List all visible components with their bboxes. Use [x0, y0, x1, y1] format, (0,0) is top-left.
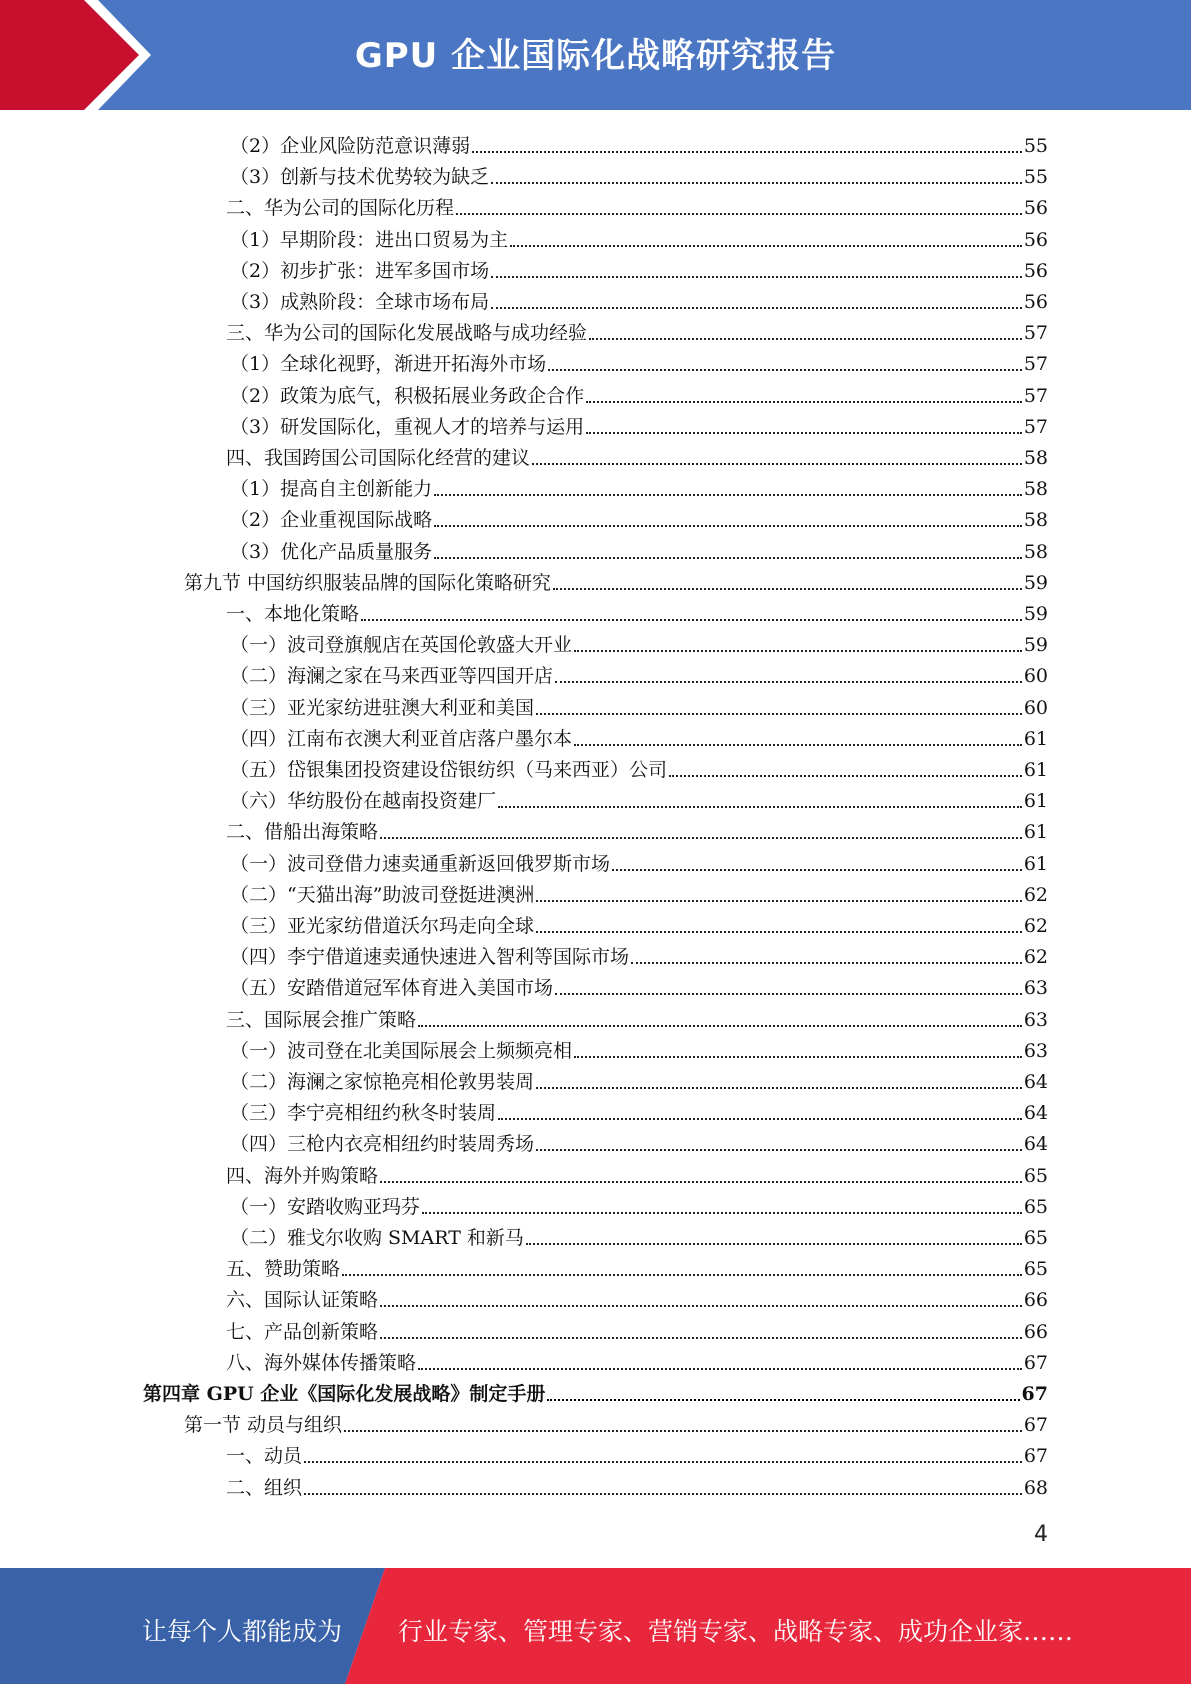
toc-entry-title: （六）华纺股份在越南投资建厂 [230, 790, 497, 812]
toc-entry-page: 67 [1023, 1414, 1048, 1436]
toc-entry-page: 61 [1023, 821, 1048, 843]
toc-entry[interactable] [184, 1406, 1048, 1437]
toc-entry-page: 58 [1023, 509, 1048, 531]
toc-dot-leader [526, 1241, 1022, 1245]
toc-entry-title: （二）海澜之家惊艳亮相伦敦男装周 [230, 1071, 535, 1093]
toc-dot-leader [418, 1023, 1022, 1027]
toc-entry-title: 第一节 动员与组织 [184, 1414, 343, 1436]
toc-entry-page: 60 [1023, 697, 1048, 719]
toc-entry-title: 一、动员 [226, 1445, 303, 1467]
toc-dot-leader [669, 773, 1022, 777]
toc-entry[interactable] [230, 626, 1048, 657]
toc-entry-title: （三）亚光家纺进驻澳大利亚和美国 [230, 697, 535, 719]
toc-dot-leader [536, 1147, 1022, 1151]
toc-entry-title: （3）成熟阶段：全球市场布局 [230, 291, 490, 313]
toc-entry[interactable] [226, 189, 1048, 220]
toc-dot-leader [380, 835, 1022, 839]
toc-entry-page: 68 [1023, 1477, 1048, 1499]
toc-entry-title: 第九节 中国纺织服装品牌的国际化策略研究 [184, 572, 552, 594]
toc-dot-leader [418, 1366, 1022, 1370]
toc-entry-page: 59 [1023, 603, 1048, 625]
toc-dot-leader [510, 243, 1022, 247]
toc-entry-title: （二）“天猫出海”助波司登挺进澳洲 [230, 884, 535, 906]
toc-entry-title: 三、华为公司的国际化发展战略与成功经验 [226, 322, 588, 344]
toc-dot-leader [589, 336, 1022, 340]
toc-entry-title: 二、华为公司的国际化历程 [226, 197, 455, 219]
toc-entry-page: 57 [1023, 385, 1048, 407]
toc-dot-leader [574, 1054, 1022, 1058]
toc-entry-page: 55 [1023, 166, 1048, 188]
toc-entry-title: 三、国际展会推广策略 [226, 1009, 417, 1031]
toc-entry-title: （一）波司登旗舰店在英国伦敦盛大开业 [230, 634, 573, 656]
toc-dot-leader [498, 804, 1022, 808]
toc-entry-title: （3）优化产品质量服务 [230, 541, 433, 563]
toc-dot-leader [491, 305, 1022, 309]
toc-dot-leader [380, 1303, 1022, 1307]
toc-dot-leader [344, 1428, 1022, 1432]
toc-entry-title: 第四章 GPU 企业《国际化发展战略》制定手册 [143, 1383, 546, 1405]
toc-entry-title: 一、本地化策略 [226, 603, 360, 625]
toc-entry-title: （2）初步扩张：进军多国市场 [230, 260, 490, 282]
toc-entry-page: 64 [1023, 1102, 1048, 1124]
toc-entry[interactable] [230, 1094, 1048, 1125]
toc-entry-page: 65 [1023, 1258, 1048, 1280]
toc-entry-title: （2）企业风险防范意识薄弱 [230, 135, 471, 157]
toc-entry[interactable] [230, 470, 1048, 501]
toc-entry-title: （一）波司登在北美国际展会上频频亮相 [230, 1040, 573, 1062]
toc-dot-leader [536, 898, 1021, 902]
toc-entry-title: （2）企业重视国际战略 [230, 509, 433, 531]
toc-entry-page: 56 [1023, 197, 1048, 219]
toc-entry[interactable] [226, 1281, 1048, 1312]
toc-entry[interactable] [230, 657, 1048, 688]
toc-entry[interactable] [230, 283, 1048, 314]
toc-dot-leader [586, 399, 1022, 403]
toc-entry[interactable] [230, 938, 1048, 969]
toc-dot-leader [434, 555, 1022, 559]
toc-dot-leader [548, 367, 1022, 371]
toc-entry-page: 67 [1023, 1445, 1048, 1467]
toc-dot-leader [491, 180, 1022, 184]
toc-dot-leader [555, 991, 1022, 995]
footer-slogan-right: 行业专家、管理专家、营销专家、战略专家、成功企业家…… [398, 1617, 1074, 1646]
toc-entry-page: 65 [1023, 1196, 1048, 1218]
toc-entry-title: （四）江南布衣澳大利亚首店落户墨尔本 [230, 728, 573, 750]
toc-entry-page: 61 [1023, 790, 1048, 812]
toc-dot-leader [491, 274, 1022, 278]
toc-entry-page: 58 [1023, 541, 1048, 563]
toc-entry-page: 59 [1023, 634, 1048, 656]
toc-entry[interactable] [230, 501, 1048, 532]
toc-dot-leader [586, 430, 1022, 434]
toc-dot-leader [555, 679, 1022, 683]
toc-entry[interactable] [226, 595, 1048, 626]
toc-dot-leader [536, 711, 1022, 715]
toc-entry[interactable] [230, 1125, 1048, 1156]
toc-entry-title: （五）岱银集团投资建设岱银纺织（马来西亚）公司 [230, 759, 668, 781]
toc-entry[interactable] [143, 1375, 1048, 1406]
toc-dot-leader [536, 1085, 1022, 1089]
toc-entry-page: 66 [1023, 1289, 1048, 1311]
toc-entry-page: 59 [1023, 572, 1048, 594]
toc-entry[interactable] [226, 1344, 1048, 1375]
toc-entry[interactable] [230, 408, 1048, 439]
toc-entry-page: 64 [1023, 1071, 1048, 1093]
toc-entry-page: 56 [1023, 260, 1048, 282]
toc-dot-leader [422, 1210, 1022, 1214]
toc-entry[interactable] [230, 158, 1048, 189]
toc-entry-title: 二、借船出海策略 [226, 821, 379, 843]
toc-entry-page: 62 [1023, 884, 1048, 906]
toc-entry-page: 65 [1023, 1227, 1048, 1249]
toc-dot-leader [498, 1116, 1022, 1120]
toc-dot-leader [547, 1397, 1019, 1401]
toc-entry[interactable] [230, 377, 1048, 408]
toc-dot-leader [304, 1491, 1022, 1495]
toc-dot-leader [472, 149, 1022, 153]
toc-entry[interactable] [226, 1313, 1048, 1344]
toc-entry-title: （一）波司登借力速卖通重新返回俄罗斯市场 [230, 853, 611, 875]
toc-entry[interactable] [230, 876, 1048, 907]
toc-dot-leader [456, 211, 1022, 215]
toc-entry-page: 61 [1023, 759, 1048, 781]
toc-entry-title: 四、我国跨国公司国际化经营的建议 [226, 447, 531, 469]
toc-dot-leader [361, 617, 1022, 621]
toc-entry[interactable] [184, 564, 1048, 595]
toc-entry[interactable] [226, 1437, 1048, 1468]
toc-entry-page: 64 [1023, 1133, 1048, 1155]
toc-entry-page: 63 [1023, 1040, 1048, 1062]
toc-dot-leader [631, 960, 1022, 964]
toc-entry-title: 六、国际认证策略 [226, 1289, 379, 1311]
toc-dot-leader [574, 648, 1022, 652]
toc-entry-page: 55 [1023, 135, 1048, 157]
toc-entry-page: 63 [1023, 977, 1048, 999]
toc-entry-page: 65 [1023, 1165, 1048, 1187]
toc-entry[interactable] [226, 1250, 1048, 1281]
toc-entry-title: 二、组织 [226, 1477, 303, 1499]
toc-entry[interactable] [230, 751, 1048, 782]
toc-entry-page: 58 [1023, 478, 1048, 500]
toc-entry[interactable] [230, 907, 1048, 938]
toc-entry[interactable] [230, 1032, 1048, 1063]
toc-dot-leader [612, 867, 1022, 871]
toc-entry[interactable] [226, 314, 1048, 345]
toc-entry[interactable] [230, 533, 1048, 564]
toc-entry[interactable] [226, 1157, 1048, 1188]
toc-entry-page: 62 [1023, 946, 1048, 968]
toc-entry-page: 57 [1023, 353, 1048, 375]
toc-entry-page: 63 [1023, 1009, 1048, 1031]
toc-entry-page: 57 [1023, 322, 1048, 344]
toc-entry-title: 四、海外并购策略 [226, 1165, 379, 1187]
toc-entry-title: （三）亚光家纺借道沃尔玛走向全球 [230, 915, 535, 937]
toc-entry-title: 八、海外媒体传播策略 [226, 1352, 417, 1374]
toc-entry[interactable] [230, 221, 1048, 252]
toc-entry[interactable] [230, 720, 1048, 751]
toc-entry-page: 66 [1023, 1321, 1048, 1343]
toc-entry-page: 62 [1023, 915, 1048, 937]
toc-entry-title: （三）李宁亮相纽约秋冬时装周 [230, 1102, 497, 1124]
toc-entry[interactable] [230, 1219, 1048, 1250]
toc-entry-page: 58 [1023, 447, 1048, 469]
toc-entry-page: 67 [1023, 1352, 1048, 1374]
toc-dot-leader [304, 1459, 1022, 1463]
toc-entry-title: （1）提高自主创新能力 [230, 478, 433, 500]
toc-entry-title: （3）创新与技术优势较为缺乏 [230, 166, 490, 188]
toc-entry-title: （1）全球化视野，渐进开拓海外市场 [230, 353, 547, 375]
page-header [0, 0, 1191, 110]
toc-dot-leader [434, 492, 1022, 496]
toc-entry-title: 七、产品创新策略 [226, 1321, 379, 1343]
toc-entry-page: 60 [1023, 665, 1048, 687]
toc-entry-title: （四）三枪内衣亮相纽约时装周秀场 [230, 1133, 535, 1155]
toc-entry[interactable] [226, 439, 1048, 470]
toc-entry[interactable] [226, 1469, 1048, 1500]
toc-entry[interactable] [230, 689, 1048, 720]
toc-dot-leader [434, 523, 1022, 527]
toc-entry-title: （3）研发国际化，重视人才的培养与运用 [230, 416, 585, 438]
toc-entry[interactable] [230, 345, 1048, 376]
toc-entry-title: （二）雅戈尔收购 SMART 和新马 [230, 1227, 524, 1249]
toc-entry[interactable] [230, 252, 1048, 283]
page-number: 4 [1034, 1522, 1048, 1547]
toc-entry-page: 61 [1023, 728, 1048, 750]
toc-dot-leader [380, 1335, 1022, 1339]
toc-entry-title: （一）安踏收购亚玛芬 [230, 1196, 421, 1218]
footer-slogan-left: 让每个人都能成为 [142, 1617, 343, 1646]
toc-entry-title: （四）李宁借道速卖通快速进入智利等国际市场 [230, 946, 630, 968]
page-footer [0, 1568, 1191, 1684]
toc-entry[interactable] [226, 813, 1048, 844]
toc-entry-title: （五）安踏借道冠军体育进入美国市场 [230, 977, 554, 999]
toc-entry-page: 56 [1023, 291, 1048, 313]
toc-dot-leader [553, 586, 1022, 590]
toc-entry[interactable] [230, 1063, 1048, 1094]
toc-entry-title: 五、赞助策略 [226, 1258, 341, 1280]
toc-entry[interactable] [230, 782, 1048, 813]
toc-entry[interactable] [230, 845, 1048, 876]
toc-dot-leader [536, 929, 1022, 933]
toc-entry[interactable] [230, 1188, 1048, 1219]
header-title: GPU 企业国际化战略研究报告 [354, 36, 837, 76]
toc-entry-title: （2）政策为底气，积极拓展业务政企合作 [230, 385, 585, 407]
toc-entry[interactable] [230, 969, 1048, 1000]
toc-entry[interactable] [230, 127, 1048, 158]
toc-dot-leader [380, 1179, 1022, 1183]
toc-dot-leader [574, 742, 1022, 746]
toc-dot-leader [342, 1272, 1022, 1276]
toc-entry-page: 56 [1023, 229, 1048, 251]
toc-entry-page: 61 [1023, 853, 1048, 875]
toc-entry-page: 57 [1023, 416, 1048, 438]
toc-entry[interactable] [226, 1001, 1048, 1032]
toc-dot-leader [532, 461, 1022, 465]
toc-entry-page: 67 [1021, 1383, 1048, 1405]
toc-entry-title: （二）海澜之家在马来西亚等四国开店 [230, 665, 554, 687]
toc-entry-title: （1）早期阶段：进出口贸易为主 [230, 229, 509, 251]
